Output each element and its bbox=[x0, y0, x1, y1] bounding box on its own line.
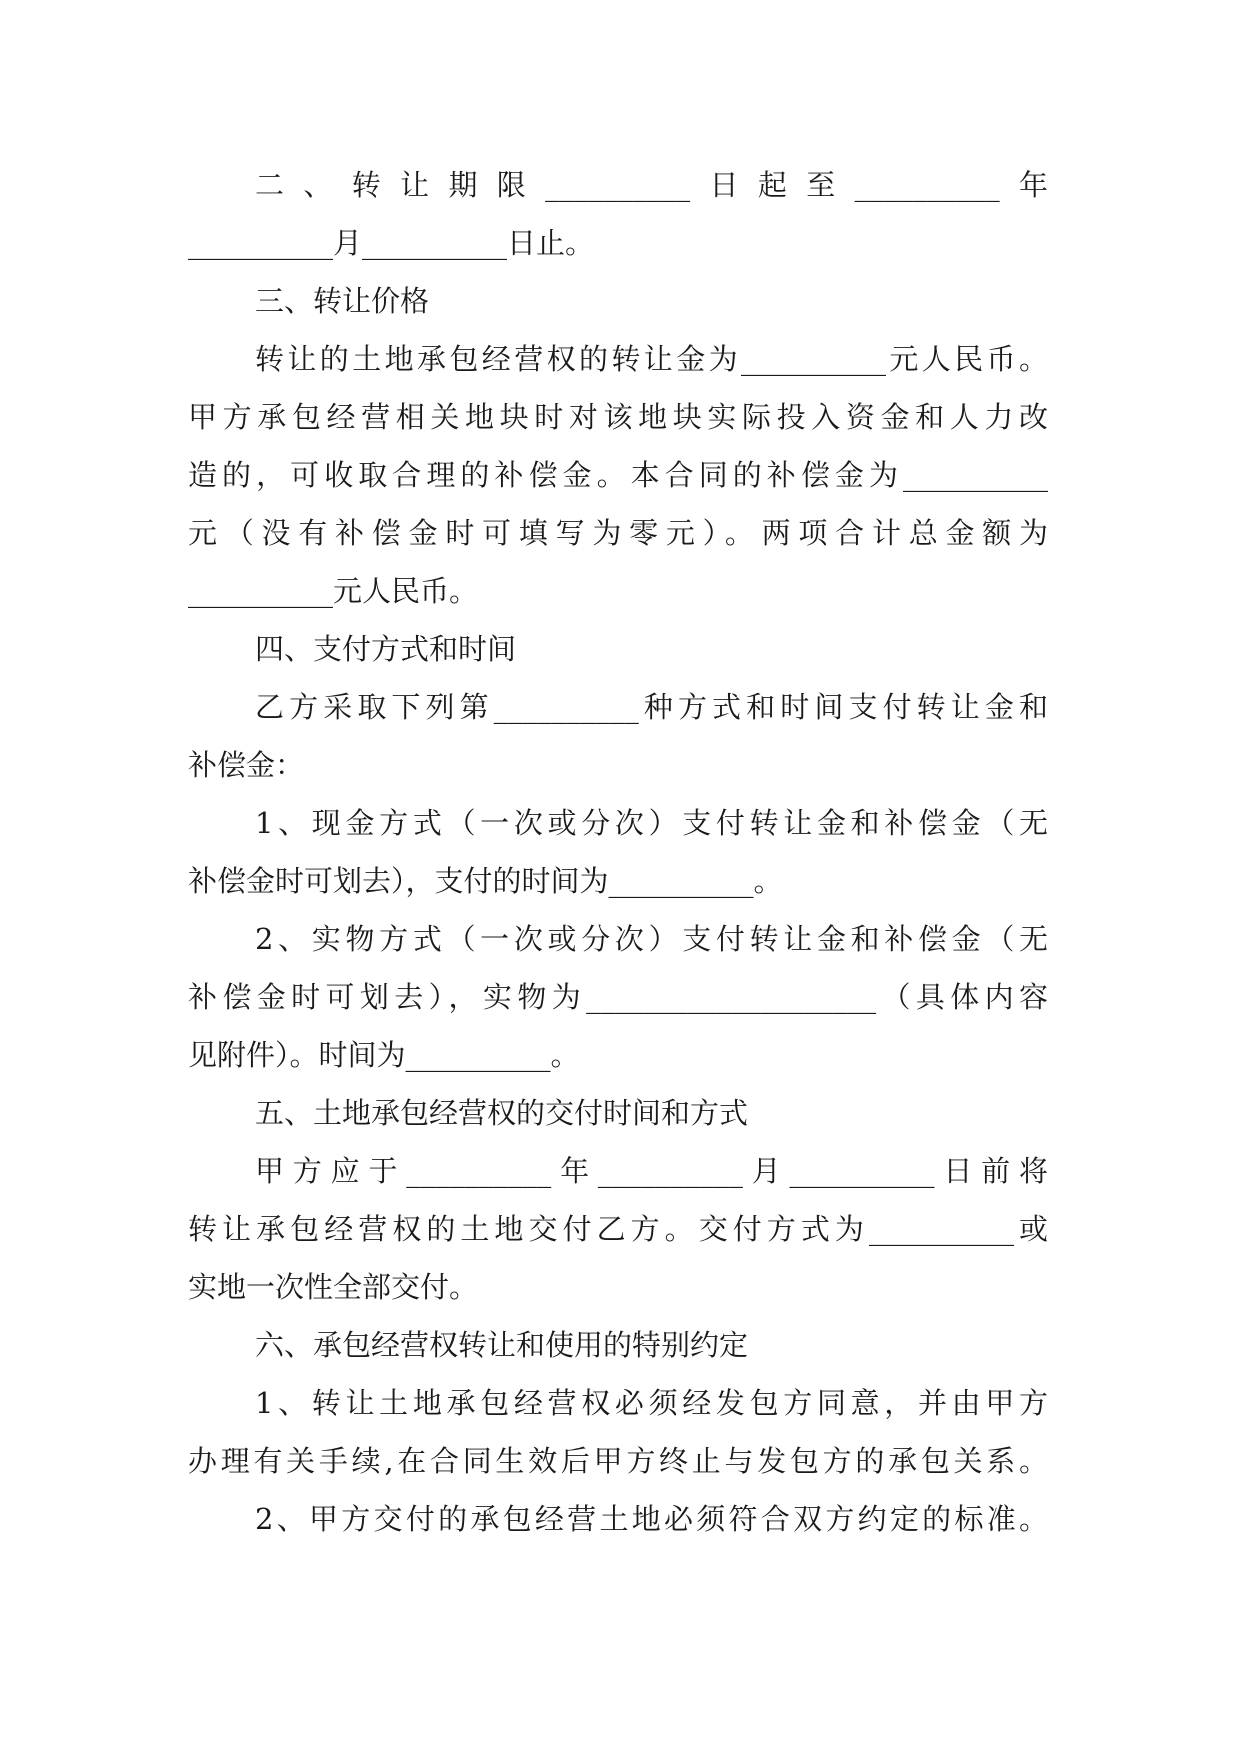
paragraph-line: 乙方采取下列第__________种方式和时间支付转让金和 bbox=[255, 690, 1048, 724]
section-heading: 五、土地承包经营权的交付时间和方式 bbox=[255, 1096, 749, 1130]
paragraph-line: __________元人民币。 bbox=[188, 574, 479, 608]
paragraph-line: 实地一次性全部交付。 bbox=[188, 1270, 479, 1304]
paragraph-line: 补偿金时可划去），实物为____________________（具体内容 bbox=[188, 980, 1048, 1014]
paragraph-line: 转让承包经营权的土地交付乙方。交付方式为__________或 bbox=[188, 1212, 1048, 1246]
section-heading: 四、支付方式和时间 bbox=[255, 632, 517, 666]
paragraph-line: 补偿金： bbox=[188, 748, 305, 782]
paragraph-line: 甲方应于__________年__________月__________日前将 bbox=[255, 1154, 1048, 1188]
paragraph-line: 二、转让期限__________日起至__________年 bbox=[255, 168, 1048, 202]
paragraph-line: 补偿金时可划去），支付的时间为__________。 bbox=[188, 864, 783, 898]
list-item: 2、甲方交付的承包经营土地必须符合双方约定的标准。 bbox=[255, 1502, 1048, 1536]
list-item: 1、转让土地承包经营权必须经发包方同意，并由甲方 bbox=[255, 1386, 1048, 1420]
paragraph-line: 办理有关手续,在合同生效后甲方终止与发包方的承包关系。 bbox=[188, 1444, 1048, 1478]
paragraph-line: 转让的土地承包经营权的转让金为__________元人民币。 bbox=[255, 342, 1048, 376]
section-heading: 三、转让价格 bbox=[255, 284, 430, 318]
list-item: 1、现金方式（一次或分次）支付转让金和补偿金（无 bbox=[255, 806, 1048, 840]
section-heading: 六、承包经营权转让和使用的特别约定 bbox=[255, 1328, 749, 1362]
paragraph-line: __________月__________日止。 bbox=[188, 226, 595, 260]
paragraph-line: 见附件）。时间为__________。 bbox=[188, 1038, 580, 1072]
paragraph-line: 元（没有补偿金时可填写为零元）。两项合计总金额为 bbox=[188, 516, 1048, 550]
paragraph-line: 甲方承包经营相关地块时对该地块实际投入资金和人力改 bbox=[188, 400, 1048, 434]
paragraph-line: 造的，可收取合理的补偿金。本合同的补偿金为__________ bbox=[188, 458, 1048, 492]
list-item: 2、实物方式（一次或分次）支付转让金和补偿金（无 bbox=[255, 922, 1048, 956]
